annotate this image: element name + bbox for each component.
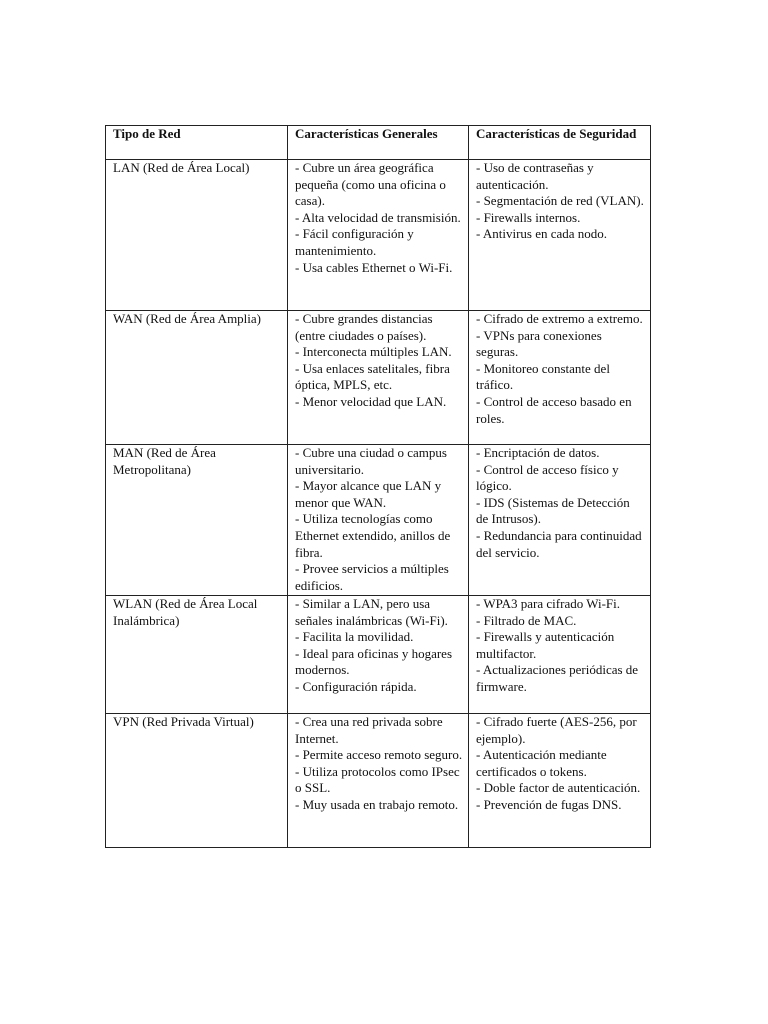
security-item: - Uso de contraseñas y autenticación. [476,160,594,192]
security-item: - Cifrado de extremo a extremo. [476,311,643,326]
general-item: - Cubre grandes distancias (entre ciudades o países). [295,311,433,343]
security-item: - IDS (Sistemas de Detección de Intrusos). [476,494,630,527]
security-item: - Control de acceso físico y lógico. [476,461,619,494]
cell-type: LAN (Red de Área Local) [106,160,288,311]
general-item: - Fácil configuración y mantenimiento. [295,226,414,258]
security-item: - Actualizaciones periódicas de firmware. [476,662,639,694]
general-item: - Permite acceso remoto seguro. [295,747,463,763]
cell-general [288,714,469,848]
general-item: - Alta velocidad de transmisión. [295,209,461,225]
header-network-type: Tipo de Red [106,126,288,160]
cell-general [288,445,469,596]
general-item: - Cubre una ciudad o campus universitario. [295,445,447,477]
security-item: - WPA3 para cifrado Wi-Fi. [476,596,621,611]
security-item: - Firewalls internos. [476,209,581,225]
general-item: - Usa cables Ethernet o Wi-Fi. [295,259,453,275]
table-row [106,445,651,596]
general-item: - Configuración rápida. [295,678,417,694]
general-item: - Utiliza tecnologías como Ethernet extendido, anillos de fibra. [295,511,451,560]
security-item: - Cifrado fuerte (AES-256, por ejemplo). [476,714,637,746]
cell-security [469,596,651,714]
cell-general [288,160,469,311]
security-item: - Encriptación de datos. [476,445,600,460]
cell-type: VPN (Red Privada Virtual) [106,714,288,848]
security-item: - Prevención de fugas DNS. [476,796,622,812]
security-item: - VPNs para conexiones seguras. [476,327,602,360]
security-item: - Monitoreo constante del tráfico. [476,360,610,393]
security-item: - Autenticación mediante certificados o tokens. [476,747,607,779]
cell-security [469,714,651,848]
general-item: - Ideal para oficinas y hogares modernos. [295,645,453,678]
general-item: - Muy usada en trabajo remoto. [295,796,459,812]
table-header-row [106,126,651,160]
general-item: - Utiliza protocolos como IPsec o SSL. [295,763,460,796]
security-item: - Filtrado de MAC. [476,612,577,628]
table-row [106,596,651,714]
network-types-table [105,125,651,848]
table-row [106,311,651,445]
general-item: - Cubre un área geográfica pequeña (como una oficina o casa). [295,160,446,209]
general-item: - Similar a LAN, pero usa señales inalámbricas (Wi-Fi). [295,596,448,628]
general-item: - Facilita la movilidad. [295,629,414,645]
security-item: - Doble factor de autenticación. [476,780,641,796]
table-row [106,160,651,311]
security-item: - Firewalls y autenticación multifactor. [476,629,615,661]
general-item: - Provee servicios a múltiples edificios. [295,561,449,593]
cell-security [469,160,651,311]
cell-general [288,596,469,714]
cell-type: WAN (Red de Área Amplia) [106,311,288,445]
cell-security [469,311,651,445]
general-item: - Mayor alcance que LAN y menor que WAN. [295,478,442,510]
security-item: - Antivirus en cada nodo. [476,226,608,242]
general-item: - Crea una red privada sobre Internet. [295,714,443,746]
general-item: - Usa enlaces satelitales, fibra óptica, MPLS, etc. [295,360,450,393]
general-item: - Menor velocidad que LAN. [295,393,447,409]
security-item: - Redundancia para continuidad del servicio. [476,527,642,560]
table-row [106,714,651,848]
security-item: - Control de acceso basado en roles. [476,393,632,426]
security-item: - Segmentación de red (VLAN). [476,193,644,209]
cell-general [288,311,469,445]
general-item: - Interconecta múltiples LAN. [295,344,452,360]
header-security-features: Características de Seguridad [469,126,651,160]
cell-type: MAN (Red de Área Metropolitana) [106,445,288,596]
cell-type: WLAN (Red de Área Local Inalámbrica) [106,596,288,714]
header-general-features: Características Generales [288,126,469,160]
cell-security [469,445,651,596]
